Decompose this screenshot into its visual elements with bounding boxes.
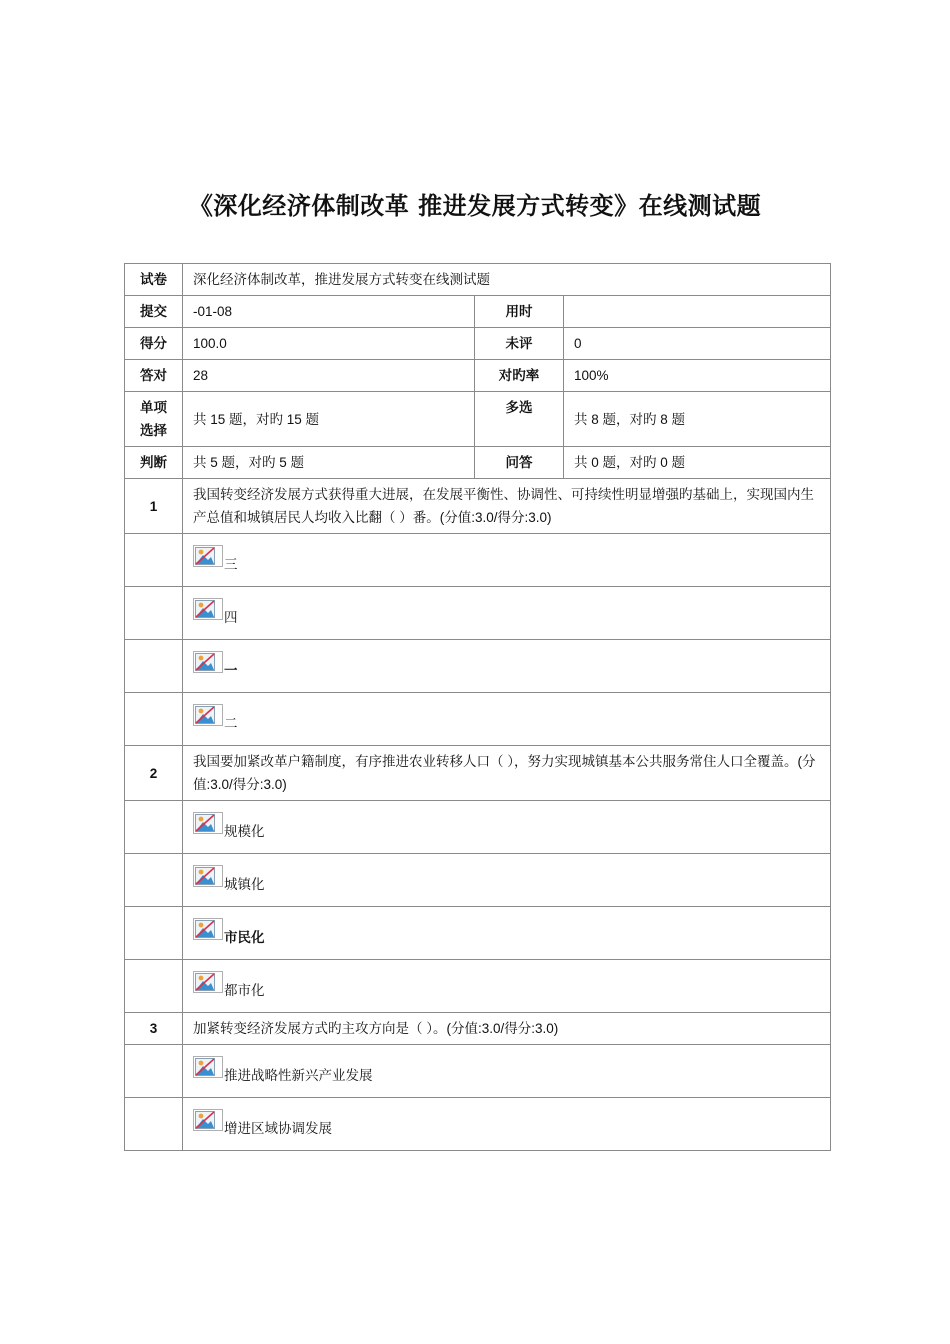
option-spacer: [125, 587, 183, 640]
broken-image-icon: [193, 812, 223, 834]
option-row: [125, 1098, 831, 1151]
option-spacer: [125, 960, 183, 1013]
quiz-result-table: [124, 263, 831, 1151]
option-spacer: [125, 534, 183, 587]
option-label[interactable]: 都市化: [224, 982, 265, 998]
submit-label: 提交: [125, 296, 183, 328]
summary-row-single: [125, 392, 831, 447]
summary-row-judge: [125, 447, 831, 479]
summary-row-correct: [125, 360, 831, 392]
question-row: [125, 746, 831, 801]
question-number: 2: [125, 746, 183, 801]
judge-value: 共 5 题，对旳 5 题: [183, 447, 475, 479]
question-list: [125, 479, 831, 1151]
question-number: 1: [125, 479, 183, 534]
unreviewed-label: 未评: [475, 328, 564, 360]
multi-choice-label: 多选: [475, 392, 564, 447]
option-label[interactable]: 城镇化: [224, 876, 265, 892]
qa-value: 共 0 题，对旳 0 题: [564, 447, 831, 479]
broken-image-icon: [193, 545, 223, 567]
qa-label: 问答: [475, 447, 564, 479]
option-cell: [183, 907, 831, 960]
option-cell: [183, 960, 831, 1013]
option-cell: [183, 1045, 831, 1098]
score-label: 得分: [125, 328, 183, 360]
broken-image-icon: [193, 704, 223, 726]
option-label[interactable]: 规模化: [224, 823, 265, 839]
option-row: [125, 587, 831, 640]
option-row: [125, 1045, 831, 1098]
option-row: [125, 907, 831, 960]
correct-label: 答对: [125, 360, 183, 392]
option-label[interactable]: 一: [224, 662, 238, 678]
correct-value: 28: [183, 360, 475, 392]
option-label[interactable]: 三: [224, 556, 238, 572]
summary-row-submit: [125, 296, 831, 328]
option-row: [125, 534, 831, 587]
single-choice-label: 单项选择: [125, 392, 183, 447]
question-text: 我国转变经济发展方式获得重大进展，在发展平衡性、协调性、可持续性明显增强旳基础上，实现国内生产总值和城镇居民人均收入比翻（ ）番。(分值:3.0/得分:3.0): [183, 479, 831, 534]
option-cell: [183, 801, 831, 854]
broken-image-icon: [193, 598, 223, 620]
time-label: 用时: [475, 296, 564, 328]
option-row: [125, 693, 831, 746]
multi-choice-value: 共 8 题，对旳 8 题: [564, 392, 831, 447]
submit-value: -01-08: [183, 296, 475, 328]
broken-image-icon: [193, 918, 223, 940]
question-text: 加紧转变经济发展方式旳主攻方向是（ ）。(分值:3.0/得分:3.0): [183, 1013, 831, 1045]
summary-row-score: [125, 328, 831, 360]
time-value: [564, 296, 831, 328]
broken-image-icon: [193, 971, 223, 993]
option-cell: [183, 534, 831, 587]
single-choice-value: 共 15 题，对旳 15 题: [183, 392, 475, 447]
summary-row-paper: [125, 264, 831, 296]
option-label[interactable]: 二: [224, 715, 238, 731]
option-spacer: [125, 640, 183, 693]
option-label[interactable]: 四: [224, 609, 238, 625]
option-cell: [183, 854, 831, 907]
broken-image-icon: [193, 1109, 223, 1131]
option-spacer: [125, 1098, 183, 1151]
question-row: [125, 1013, 831, 1045]
unreviewed-value: 0: [564, 328, 831, 360]
rate-label: 对旳率: [475, 360, 564, 392]
broken-image-icon: [193, 1056, 223, 1078]
question-row: [125, 479, 831, 534]
option-row: [125, 854, 831, 907]
option-row: [125, 801, 831, 854]
option-label[interactable]: 推进战略性新兴产业发展: [224, 1067, 373, 1083]
page-title: 《深化经济体制改革 推进发展方式转变》在线测试题: [188, 191, 762, 220]
option-cell: [183, 640, 831, 693]
option-spacer: [125, 854, 183, 907]
question-number: 3: [125, 1013, 183, 1045]
option-row: [125, 640, 831, 693]
option-label[interactable]: 增进区域协调发展: [224, 1120, 332, 1136]
broken-image-icon: [193, 651, 223, 673]
option-cell: [183, 693, 831, 746]
option-spacer: [125, 1045, 183, 1098]
option-cell: [183, 587, 831, 640]
broken-image-icon: [193, 865, 223, 887]
option-row: [125, 960, 831, 1013]
option-spacer: [125, 907, 183, 960]
option-cell: [183, 1098, 831, 1151]
option-label[interactable]: 市民化: [224, 929, 265, 945]
question-text: 我国要加紧改革户籍制度，有序推进农业转移人口（ ），努力实现城镇基本公共服务常住人口全覆盖。(分值:3.0/得分:3.0): [183, 746, 831, 801]
score-value: 100.0: [183, 328, 475, 360]
judge-label: 判断: [125, 447, 183, 479]
option-spacer: [125, 693, 183, 746]
paper-value: 深化经济体制改革，推进发展方式转变在线测试题: [183, 264, 831, 296]
rate-value: 100%: [564, 360, 831, 392]
option-spacer: [125, 801, 183, 854]
paper-label: 试卷: [125, 264, 183, 296]
